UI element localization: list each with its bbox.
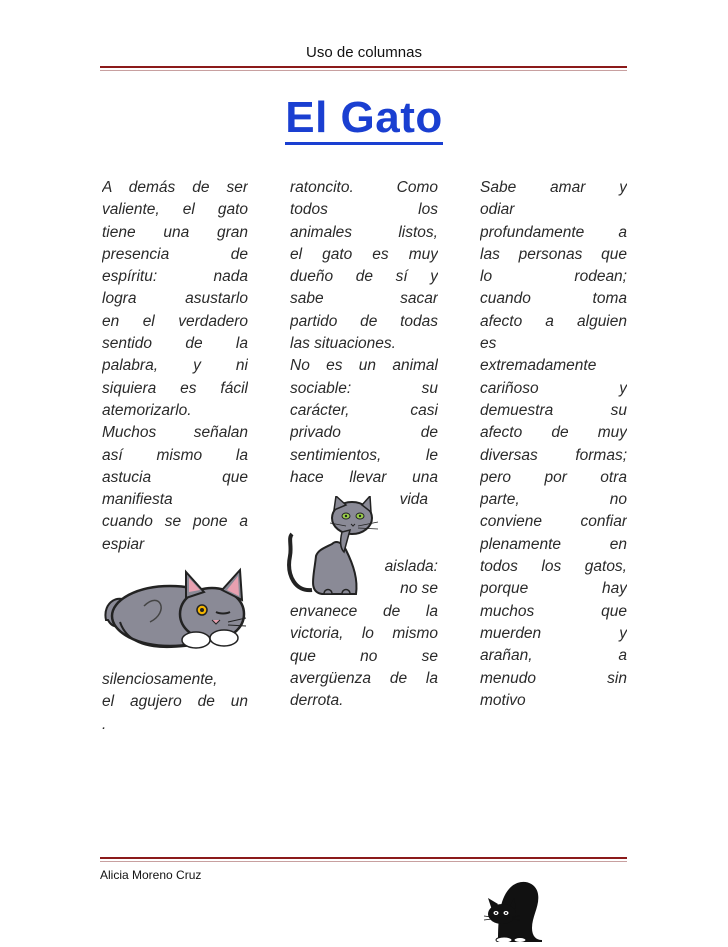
footer-author: Alicia Moreno Cruz <box>100 868 202 882</box>
paragraph-line: astucia que <box>102 468 248 486</box>
paragraph-line: todos los gatos, <box>480 558 627 576</box>
paragraph-line: avergüenza de la <box>290 669 438 687</box>
column-3 <box>480 177 627 712</box>
paragraph-line: espiar <box>102 535 145 553</box>
footer-divider-thin <box>100 861 627 862</box>
document-title-wrap <box>100 94 628 142</box>
paragraph-line: ratoncito. Como <box>290 179 438 196</box>
paragraph-line: así mismo la <box>102 446 248 464</box>
paragraph-line: es <box>480 335 497 353</box>
paragraph-line: carácter, casi <box>290 401 438 419</box>
paragraph-line: hace llevar una <box>290 468 438 486</box>
paragraph-line: envanece de la <box>290 603 438 620</box>
paragraph-line: partido de todas <box>290 312 438 330</box>
paragraph-line: muerden y <box>480 624 627 642</box>
paragraph-line: el agujero de un <box>102 693 248 711</box>
footer-divider <box>100 857 627 859</box>
header-divider <box>100 66 627 68</box>
paragraph-line: el gato es muy <box>290 245 438 263</box>
paragraph-line: arañan, a <box>480 647 627 665</box>
paragraph-line: sociable: su <box>290 379 438 397</box>
paragraph-line: atemorizarlo. <box>102 401 192 419</box>
paragraph-line: que no se <box>290 647 438 665</box>
paragraph-line: odiar <box>480 201 515 219</box>
column-2-aislada-line <box>290 556 438 601</box>
document-title: El Gato <box>285 93 443 145</box>
column-1-bottom <box>102 669 248 736</box>
paragraph-line: sentimientos, le <box>290 446 438 464</box>
paragraph-line: A demás de ser <box>102 179 248 196</box>
paragraph-line: cuando se pone a <box>102 513 248 531</box>
paragraph-line: afecto de muy <box>480 424 627 442</box>
paragraph-line: las personas que <box>480 245 627 263</box>
paragraph-line: cariñoso y <box>480 379 627 397</box>
paragraph-line: animales listos, <box>290 223 438 241</box>
paragraph-line: palabra, y ni <box>102 357 248 375</box>
paragraph-line: silenciosamente, <box>102 671 218 688</box>
paragraph-line: conviene confiar <box>480 513 627 531</box>
column-1-top <box>102 177 248 556</box>
paragraph-line: Sabe amar y <box>480 179 627 196</box>
column-2-top <box>290 177 438 489</box>
paragraph-line: todos los <box>290 201 438 219</box>
paragraph-line: logra asustarlo <box>102 290 248 308</box>
paragraph-line: Muchos señalan <box>102 424 248 442</box>
paragraph-line: muchos que <box>480 602 627 620</box>
paragraph-line: tiene una gran <box>102 223 248 241</box>
paragraph-line: profundamente a <box>480 223 627 241</box>
paragraph-line: cuando toma <box>480 290 627 308</box>
paragraph-line: lo rodean; <box>480 268 627 286</box>
paragraph-line: parte, no <box>480 491 627 509</box>
paragraph-line: no se <box>400 580 438 598</box>
sleeping-cat-illustration <box>100 562 248 662</box>
paragraph-line: en el verdadero <box>102 312 248 330</box>
paragraph-line: victoria, lo mismo <box>290 625 438 643</box>
paragraph-line: siquiera es fácil <box>102 379 248 397</box>
paragraph-line: diversas formas; <box>480 446 627 464</box>
paragraph-line: vida <box>399 491 428 508</box>
paragraph-line: . <box>102 715 107 733</box>
paragraph-line: manifiesta <box>102 491 173 509</box>
paragraph-line: privado de <box>290 424 438 442</box>
page-header-title: Uso de columnas <box>306 44 422 61</box>
paragraph-line: derrota. <box>290 692 344 710</box>
footer-cat-illustration <box>478 876 548 942</box>
paragraph-line: sabe sacar <box>290 290 438 308</box>
paragraph-line: porque hay <box>480 580 627 598</box>
paragraph-line: No es un animal <box>290 357 438 375</box>
paragraph-line: valiente, el gato <box>102 201 248 219</box>
paragraph-line: extremadamente <box>480 357 597 375</box>
paragraph-line: aislada: <box>384 558 438 575</box>
header-divider-thin <box>100 70 627 71</box>
paragraph-line: menudo sin <box>480 669 627 687</box>
paragraph-line: demuestra su <box>480 401 627 419</box>
paragraph-line: afecto a alguien <box>480 312 627 330</box>
paragraph-line: pero por otra <box>480 468 627 486</box>
paragraph-line: sentido de la <box>102 335 248 353</box>
paragraph-line: dueño de sí y <box>290 268 438 286</box>
paragraph-line: motivo <box>480 691 526 709</box>
paragraph-line: plenamente en <box>480 535 627 553</box>
paragraph-line: espíritu: nada <box>102 268 248 286</box>
paragraph-line: presencia de <box>102 245 248 263</box>
column-2-bottom <box>290 601 438 712</box>
paragraph-line: las situaciones. <box>290 335 396 353</box>
